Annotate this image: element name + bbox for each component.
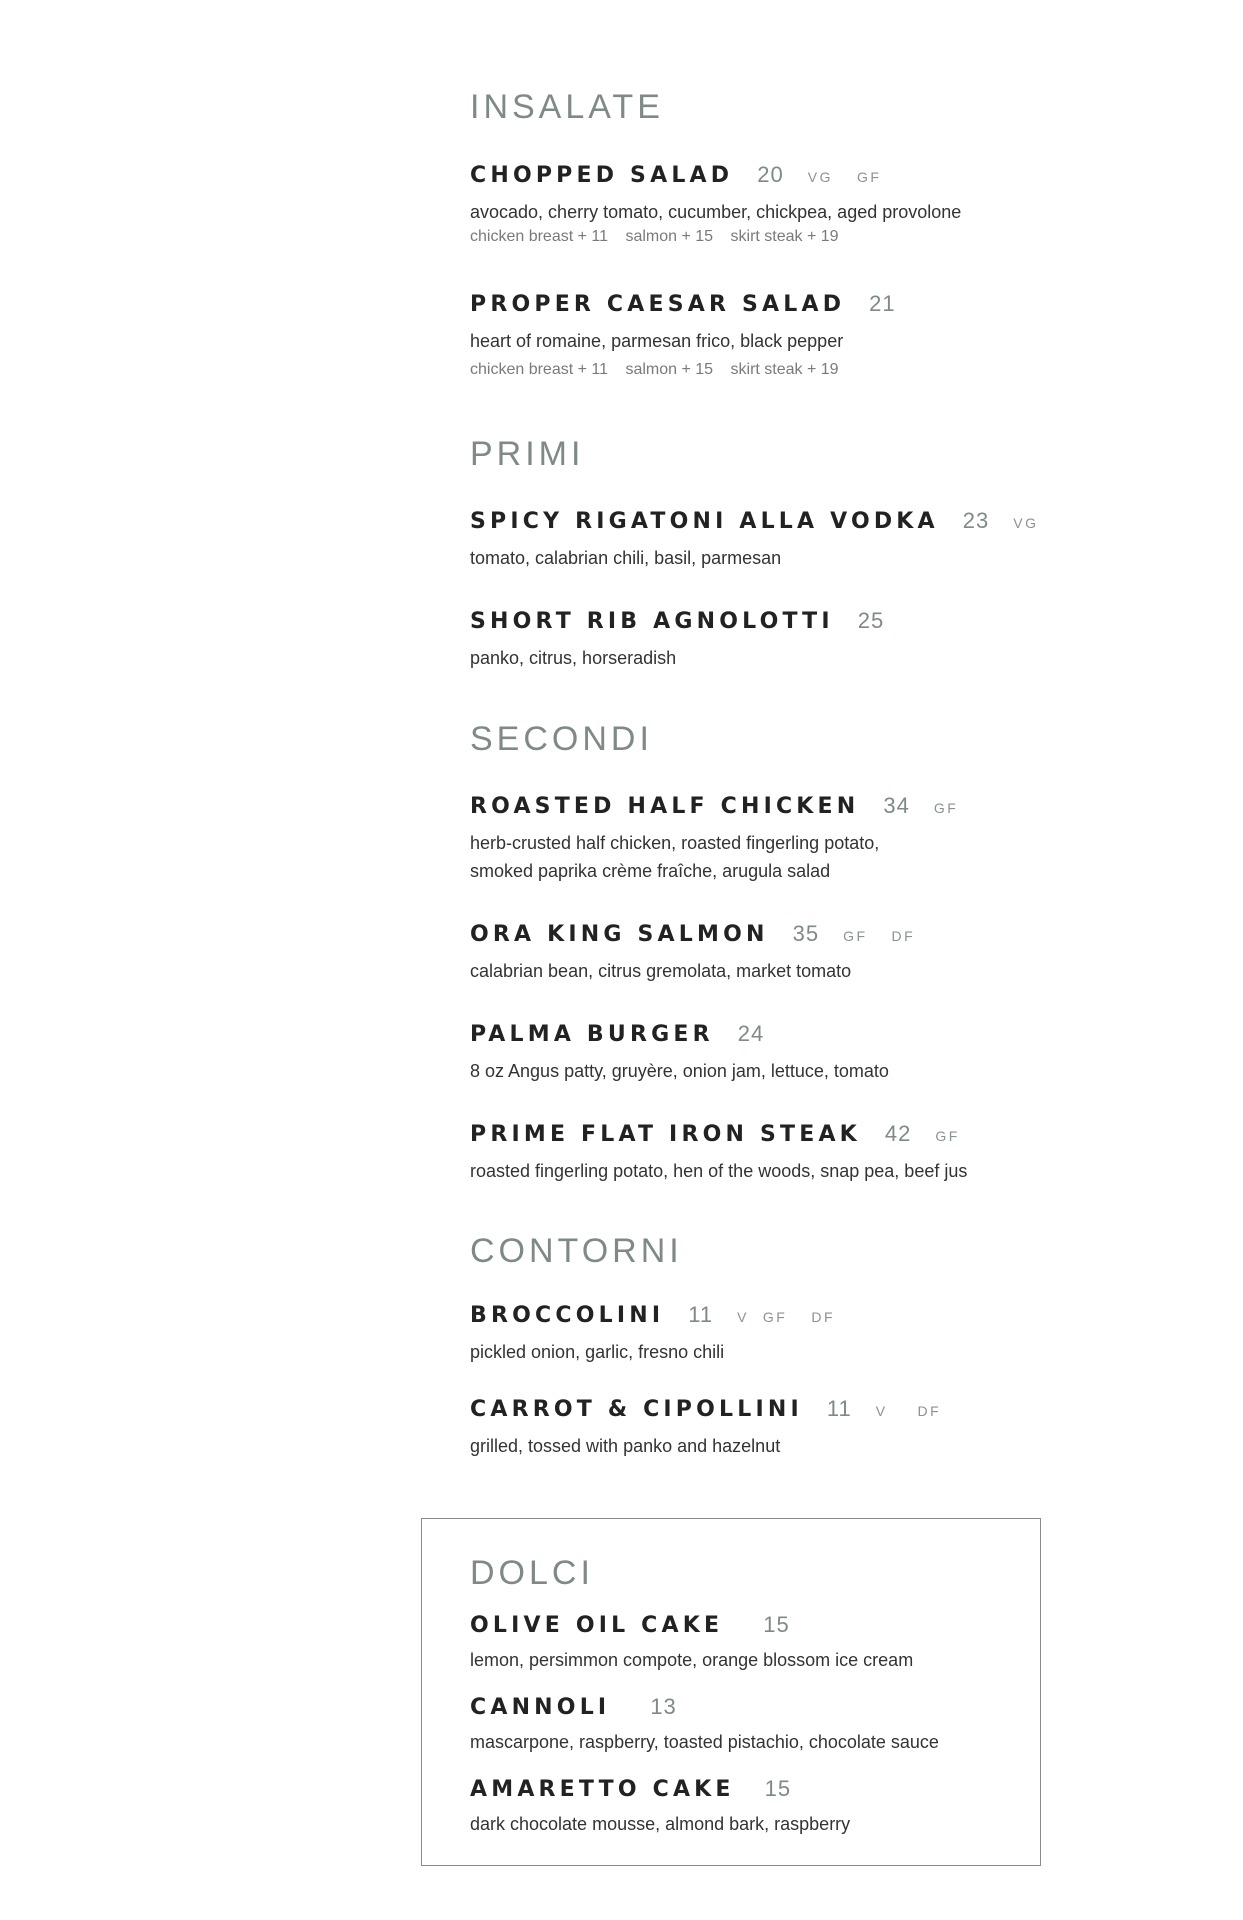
item-description: lemon, persimmon compote, orange blossom ice cream (470, 1650, 914, 1670)
menu-item-ora-king-salmon (470, 921, 1030, 985)
item-description: heart of romaine, parmesan frico, black pepper (470, 331, 844, 351)
description-line: smoked paprika crème fraîche, arugula salad (470, 861, 831, 881)
section-title-contorni: CONTORNI (470, 1232, 683, 1270)
item-name: CANNOLI (470, 1695, 611, 1720)
menu-item-short-rib-agnolotti (470, 608, 1030, 672)
item-description: 8 oz Angus patty, gruyère, onion jam, lettuce, tomato (470, 1061, 889, 1081)
addon-option: skirt steak + 19 (730, 228, 839, 245)
item-name: ROASTED HALF CHICKEN (470, 794, 860, 819)
description-line: herb-crusted half chicken, roasted fingerling potato, (470, 833, 880, 853)
menu-item-roasted-half-chicken (470, 793, 1030, 885)
menu-item-carrot-cipollini (470, 1396, 1030, 1460)
dietary-tag: GF (935, 1128, 960, 1144)
section-title-dolci: DOLCI (470, 1554, 594, 1592)
item-price: 15 (764, 1776, 792, 1801)
menu-item-amaretto-cake (470, 1776, 1030, 1838)
menu-item-chopped-salad (470, 162, 1030, 246)
item-price: 23 (962, 508, 990, 533)
dietary-tag: DF (917, 1403, 942, 1419)
item-description: pickled onion, garlic, fresno chili (470, 1342, 725, 1362)
item-name: CARROT & CIPOLLINI (470, 1397, 803, 1422)
item-name: SPICY RIGATONI ALLA VODKA (470, 509, 939, 534)
item-price: 15 (763, 1612, 790, 1637)
item-name: CHOPPED SALAD (470, 163, 734, 188)
menu-item-olive-oil-cake (470, 1612, 1030, 1674)
addon-option: chicken breast + 11 (470, 361, 609, 378)
item-description (470, 829, 1030, 885)
menu-item-broccolini (470, 1302, 1030, 1366)
item-description: grilled, tossed with panko and hazelnut (470, 1436, 781, 1456)
dietary-tag: DF (811, 1309, 836, 1325)
section-title-insalate: INSALATE (470, 88, 664, 126)
item-name: PALMA BURGER (470, 1022, 714, 1047)
menu-item-palma-burger (470, 1021, 1030, 1085)
item-description: tomato, calabrian chili, basil, parmesan (470, 548, 782, 568)
dietary-tag: VG (1013, 515, 1039, 531)
addon-option: skirt steak + 19 (730, 361, 839, 378)
menu-item-prime-flat-iron-steak (470, 1121, 1030, 1185)
item-price: 35 (792, 921, 820, 946)
dietary-tag: V (875, 1403, 888, 1419)
item-name: ORA KING SALMON (470, 922, 769, 947)
dietary-tag: DF (891, 928, 916, 944)
item-price: 34 (883, 793, 910, 818)
item-price: 13 (650, 1694, 677, 1719)
item-price: 11 (826, 1396, 852, 1421)
dietary-tag: GF (856, 169, 882, 185)
item-description: panko, citrus, horseradish (470, 648, 677, 668)
item-price: 42 (884, 1121, 912, 1146)
item-price: 21 (869, 291, 896, 316)
item-name: AMARETTO CAKE (470, 1777, 735, 1802)
menu-item-spicy-rigatoni (470, 508, 1039, 572)
item-description: calabrian bean, citrus gremolata, market tomato (470, 961, 852, 981)
item-price: 20 (757, 162, 784, 187)
item-name: PRIME FLAT IRON STEAK (470, 1122, 861, 1147)
dietary-tag: GF (843, 928, 868, 944)
item-description: mascarpone, raspberry, toasted pistachio, chocolate sauce (470, 1732, 939, 1752)
addon-option: chicken breast + 11 (470, 228, 609, 245)
menu-item-cannoli (470, 1694, 1030, 1756)
item-addons (470, 361, 1030, 379)
item-description: roasted fingerling potato, hen of the woods, snap pea, beef jus (470, 1161, 968, 1181)
dietary-tag: GF (762, 1309, 788, 1325)
item-addons (470, 228, 1030, 246)
dietary-tag: V (737, 1309, 749, 1325)
item-name: SHORT RIB AGNOLOTTI (470, 609, 834, 634)
item-description: dark chocolate mousse, almond bark, raspberry (470, 1814, 851, 1834)
item-name: PROPER CAESAR SALAD (470, 292, 846, 317)
item-description: avocado, cherry tomato, cucumber, chickpea, aged provolone (470, 202, 962, 222)
dietary-tag: GF (933, 800, 959, 816)
item-name: BROCCOLINI (470, 1303, 665, 1328)
section-title-primi: PRIMI (470, 435, 585, 473)
item-price: 25 (857, 608, 885, 633)
section-title-secondi: SECONDI (470, 720, 653, 758)
addon-option: salmon + 15 (625, 228, 714, 245)
addon-option: salmon + 15 (625, 361, 714, 378)
item-name: OLIVE OIL CAKE (470, 1613, 724, 1638)
item-price: 24 (737, 1021, 765, 1046)
item-price: 11 (688, 1302, 714, 1327)
dietary-tag: VG (807, 169, 833, 185)
menu-item-proper-caesar-salad (470, 291, 1030, 379)
